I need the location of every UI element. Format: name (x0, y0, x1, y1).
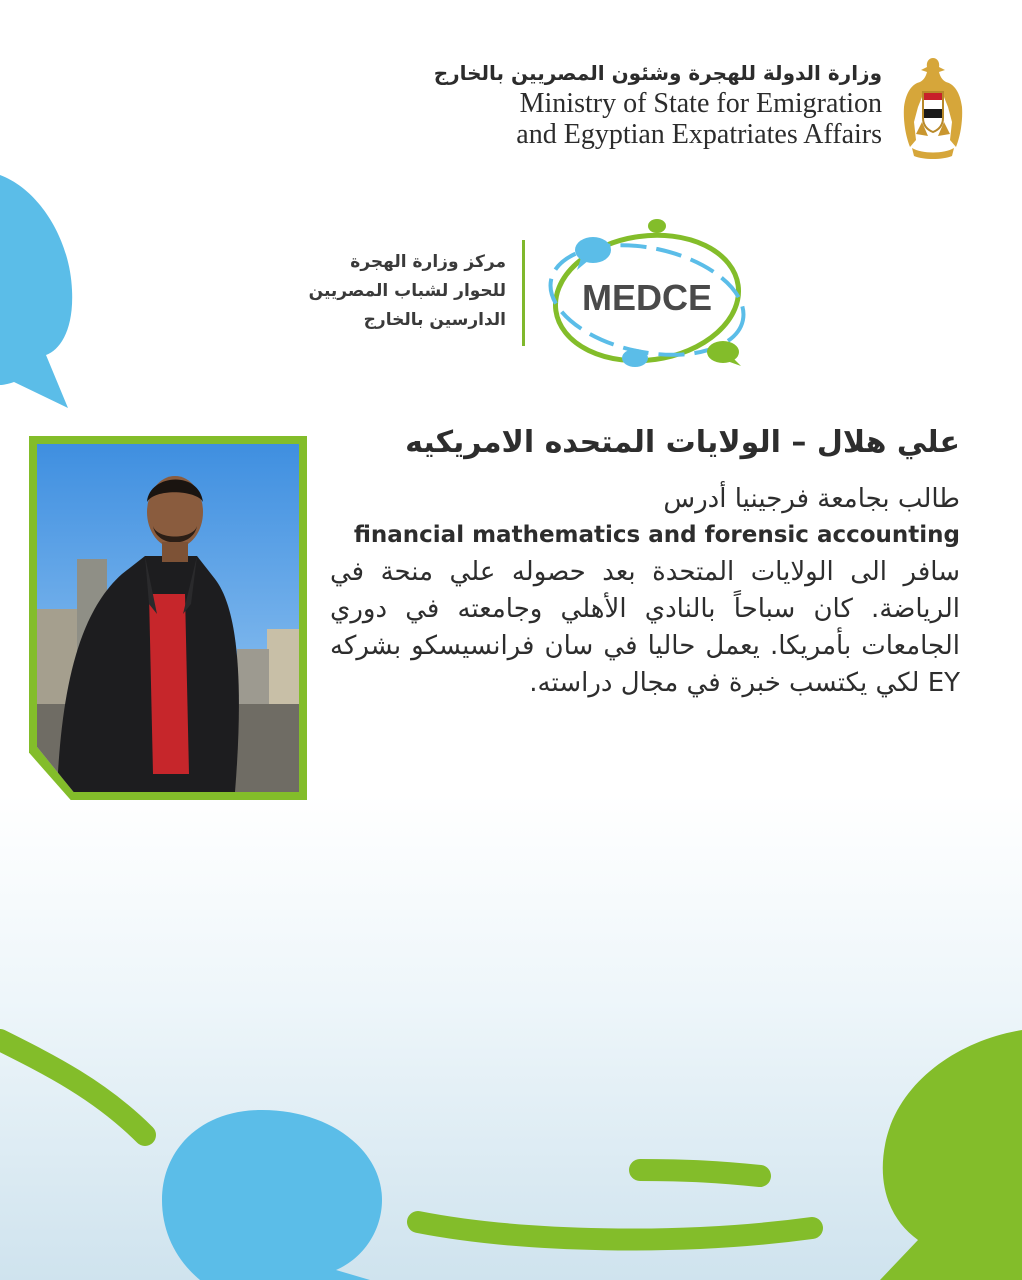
green-stroke-bottom-small (640, 1170, 760, 1176)
medce-logo (545, 210, 750, 370)
speech-bubble-top-left (0, 175, 72, 408)
ministry-name-en-line1: Ministry of State for Emigration (519, 88, 882, 119)
chat-bubble-icon (575, 237, 611, 270)
center-name-line1: مركز وزارة الهجرة (350, 252, 506, 272)
profile-title: علي هلال – الولايات المتحده الامريكيه (405, 425, 960, 460)
profile-paragraph: سافر الى الولايات المتحدة بعد حصوله علي منحة في الرياضة. كان سباحاً بالنادي الأهلي وجامعته في دوري الجامعات بأمريكا. يعمل حاليا في سان فرانسيسكو بشركه EY لكي يكتسب خبرة في مجال دراسته. (330, 557, 960, 698)
center-name-line3: الدارسين بالخارج (363, 310, 506, 330)
medce-logo-text: MEDCE (581, 277, 713, 318)
center-name (260, 248, 506, 335)
profile-field-en: financial mathematics and forensic accounting (353, 522, 960, 548)
egypt-eagle-emblem-icon (902, 52, 964, 162)
logo-divider (522, 240, 525, 346)
chat-bubble-icon (648, 219, 666, 233)
speech-bubble-bottom-right (880, 1030, 1022, 1280)
center-name-line2: للحوار لشباب المصريين (308, 281, 506, 301)
ministry-name-ar: وزارة الدولة للهجرة وشئون المصريين بالخارج (433, 61, 882, 85)
profile-bio (330, 420, 960, 702)
ministry-header (422, 58, 882, 150)
speech-bubble-bottom-blue (162, 1110, 382, 1280)
profile-photo (37, 444, 299, 792)
ministry-name-en-line2: and Egyptian Expatriates Affairs (516, 119, 882, 150)
chat-bubble-icon (622, 349, 648, 367)
chat-bubble-icon (707, 341, 741, 366)
green-curve-bottom-left (0, 1040, 145, 1135)
green-stroke-bottom (418, 1222, 812, 1239)
profile-university: طالب بجامعة فرجينيا أدرس (663, 484, 960, 514)
